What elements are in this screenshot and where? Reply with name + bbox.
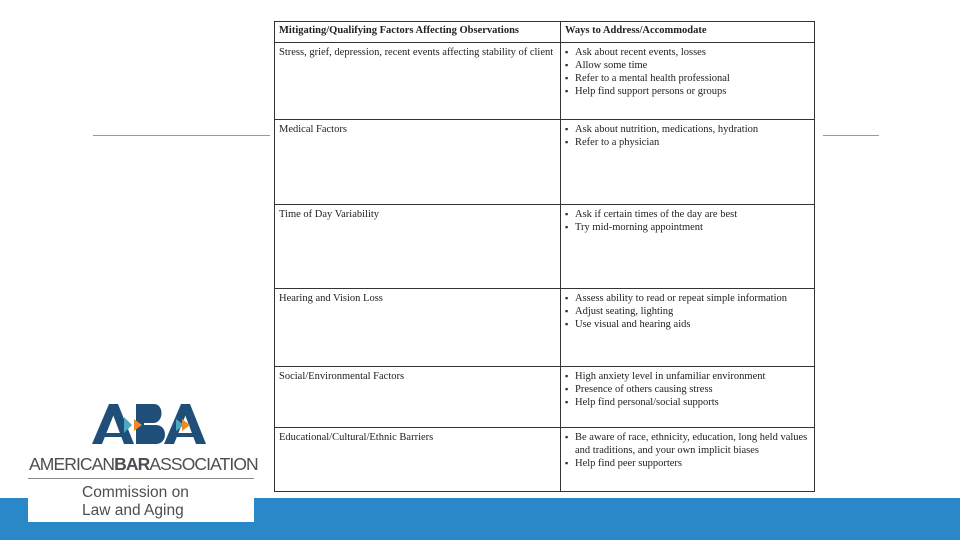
list-item: ▪ Assess ability to read or repeat simple information — [565, 292, 810, 305]
ways-cell — [561, 367, 815, 428]
table-row — [275, 43, 815, 120]
table-header-row — [275, 22, 815, 43]
factor-cell: Educational/Cultural/Ethnic Barriers — [275, 428, 561, 492]
ways-cell — [561, 205, 815, 289]
list-item: ▪ Help find personal/social supports — [565, 396, 810, 409]
ways-cell — [561, 43, 815, 120]
divider-right — [815, 135, 879, 136]
commission-line-2: Law and Aging — [82, 502, 184, 519]
factor-cell: Stress, grief, depression, recent events affecting stability of client — [275, 43, 561, 120]
commission-line-1: Commission on — [82, 484, 189, 501]
factors-table — [274, 21, 815, 492]
aba-mark — [28, 403, 254, 451]
table-row — [275, 367, 815, 428]
factor-cell: Social/Environmental Factors — [275, 367, 561, 428]
list-item: ▪ Ask if certain times of the day are best — [565, 208, 810, 221]
list-item: ▪ Use visual and hearing aids — [565, 318, 810, 331]
document-image — [270, 16, 823, 502]
list-item: ▪ Presence of others causing stress — [565, 383, 810, 396]
logo-divider — [28, 478, 254, 479]
aba-logo — [28, 403, 258, 522]
table-row — [275, 428, 815, 492]
list-item: ▪ Refer to a physician — [565, 136, 810, 149]
list-item: ▪ Refer to a mental health professional — [565, 72, 810, 85]
list-item: ▪ Try mid-morning appointment — [565, 221, 810, 234]
list-item: ▪ Be aware of race, ethnicity, education, long held values and traditions, and your own implicit biases — [565, 431, 810, 457]
factor-cell: Medical Factors — [275, 120, 561, 205]
list-item: ▪ Help find support persons or groups — [565, 85, 810, 98]
list-item: ▪ Adjust seating, lighting — [565, 305, 810, 318]
name-part-bar: BAR — [114, 454, 150, 474]
list-item: ▪ Ask about recent events, losses — [565, 46, 810, 59]
factor-cell: Time of Day Variability — [275, 205, 561, 289]
list-item: ▪ Ask about nutrition, medications, hydration — [565, 123, 810, 136]
header-factors: Mitigating/Qualifying Factors Affecting Observations — [275, 22, 561, 43]
commission-title — [82, 484, 189, 520]
list-item: ▪ High anxiety level in unfamiliar environment — [565, 370, 810, 383]
table-row — [275, 120, 815, 205]
divider-left — [93, 135, 271, 136]
ways-cell — [561, 428, 815, 492]
list-item: ▪ Allow some time — [565, 59, 810, 72]
header-ways: Ways to Address/Accommodate — [561, 22, 815, 43]
factor-cell: Hearing and Vision Loss — [275, 289, 561, 367]
table-row — [275, 205, 815, 289]
table-row — [275, 289, 815, 367]
ways-cell — [561, 289, 815, 367]
list-item: ▪ Help find peer supporters — [565, 457, 810, 470]
ways-cell — [561, 120, 815, 205]
name-part-association: ASSOCIATION — [149, 454, 258, 474]
name-part-american: AMERICAN — [29, 454, 115, 474]
organization-name — [29, 454, 258, 475]
